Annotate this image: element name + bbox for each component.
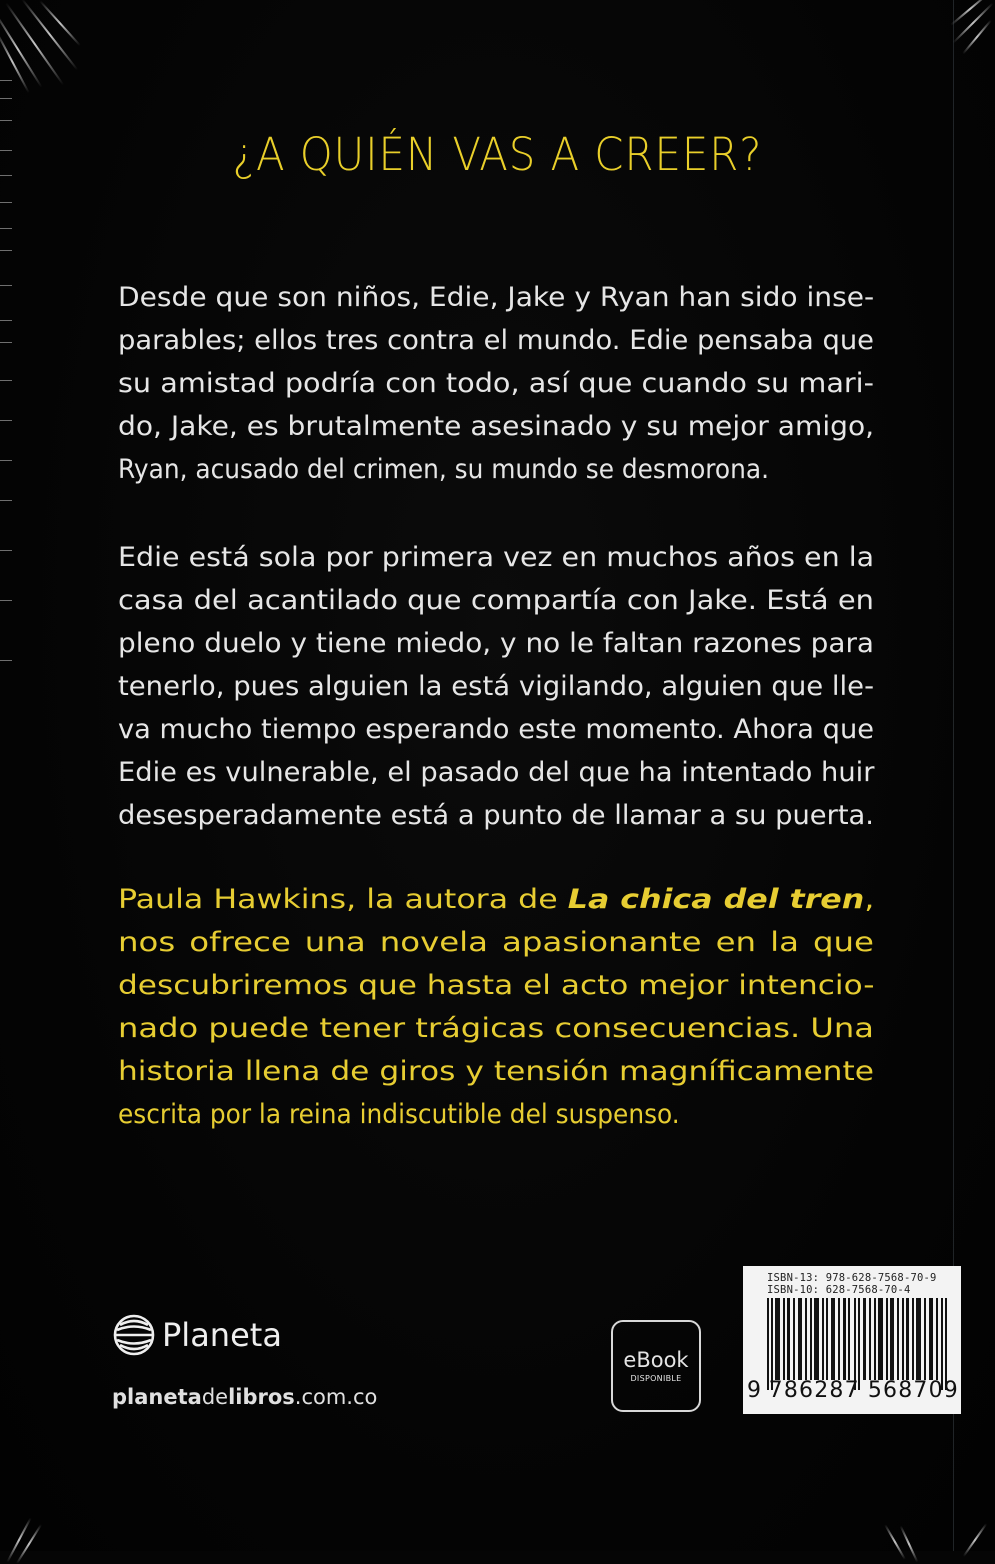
text-line: parables; ellos tres contra el mundo. Edie pensaba que bbox=[118, 325, 874, 356]
book-title: La chica del tren bbox=[567, 884, 865, 915]
text-line: pleno duelo y tiene miedo, y no le faltan razones para bbox=[118, 628, 874, 659]
text-line: tenerlo, pues alguien la está vigilando, alguien que lle- bbox=[118, 671, 874, 702]
wrap-edge-left bbox=[0, 80, 14, 1180]
wrap-glare-bottom-right bbox=[875, 1511, 995, 1551]
isbn-10: ISBN-10: 628-7568-70-4 bbox=[767, 1284, 911, 1296]
blurb-prefix: Paula Hawkins, la autora de bbox=[118, 884, 568, 915]
wrap-glare-top-left bbox=[0, 0, 110, 110]
barcode-digits bbox=[747, 1378, 959, 1403]
ebook-badge-subtitle: DISPONIBLE bbox=[630, 1374, 682, 1383]
text-line: Desde que son niños, Edie, Jake y Ryan han sido inse- bbox=[118, 282, 875, 313]
text-line: nos ofrece una novela apasionante en la que bbox=[118, 927, 874, 958]
synopsis-paragraph-1 bbox=[118, 276, 874, 491]
author-blurb bbox=[118, 878, 874, 1136]
text-line: nado puede tener trágicas consecuencias. Una bbox=[118, 1013, 874, 1044]
barcode-digits-group-2: 568709 bbox=[867, 1378, 959, 1403]
website-part: planeta bbox=[112, 1385, 202, 1409]
text-line: escrita por la reina indiscutible del suspenso. bbox=[118, 1099, 680, 1130]
publisher-website[interactable] bbox=[112, 1385, 377, 1409]
isbn-13: ISBN-13: 978-628-7568-70-9 bbox=[767, 1272, 937, 1284]
wrap-glare-bottom-left bbox=[0, 1511, 60, 1551]
text-line: historia llena de giros y tensión magníficamente bbox=[118, 1056, 874, 1087]
text-line: desesperadamente está a punto de llamar a su puerta. bbox=[118, 800, 875, 831]
website-part: libros bbox=[228, 1385, 295, 1409]
text-line: descubriremos que hasta el acto mejor intencio- bbox=[118, 970, 875, 1001]
barcode-digit-first: 9 bbox=[747, 1378, 763, 1403]
publisher-logo bbox=[112, 1313, 282, 1357]
text-line: Edie es vulnerable, el pasado del que ha intentado huir bbox=[118, 757, 875, 788]
publisher-name: Planeta bbox=[162, 1316, 282, 1354]
text-line: va mucho tiempo esperando este momento. Ahora que bbox=[118, 714, 874, 745]
barcode-bars bbox=[753, 1298, 957, 1388]
globe-icon bbox=[112, 1313, 156, 1357]
text-line: Edie está sola por primera vez en muchos años en la bbox=[118, 542, 875, 573]
ebook-badge-title: eBook bbox=[623, 1348, 689, 1372]
text-line: Ryan, acusado del crimen, su mundo se desmorona. bbox=[118, 454, 770, 485]
headline: ¿A QUIÉN VAS A CREER? bbox=[232, 128, 763, 181]
isbn-barcode bbox=[743, 1266, 961, 1414]
wrap-glare-top-right bbox=[925, 0, 995, 60]
synopsis-paragraph-2 bbox=[118, 536, 874, 837]
website-part: de bbox=[201, 1385, 229, 1409]
ebook-available-badge bbox=[611, 1320, 701, 1412]
website-part: .com.co bbox=[294, 1385, 378, 1409]
text-line: su amistad podría con todo, así que cuando su mari- bbox=[118, 368, 874, 399]
text-line bbox=[118, 878, 874, 921]
blurb-suffix: , bbox=[864, 884, 875, 915]
barcode-digits-group-1: 786287 bbox=[768, 1378, 860, 1403]
text-line: casa del acantilado que compartía con Jake. Está en bbox=[118, 585, 874, 616]
text-line: do, Jake, es brutalmente asesinado y su mejor amigo, bbox=[118, 411, 875, 442]
